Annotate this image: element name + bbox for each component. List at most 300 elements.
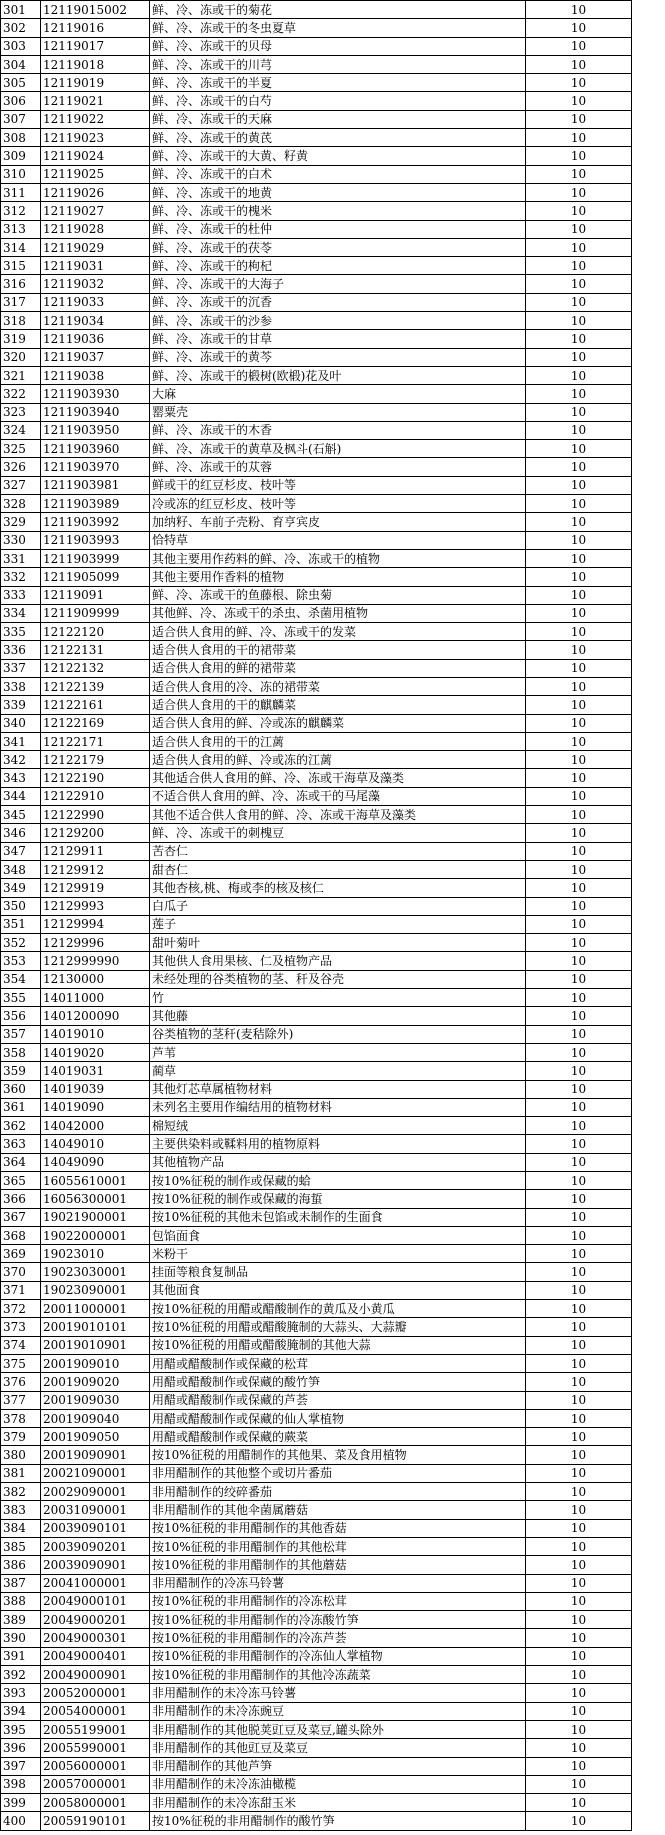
table-row	[1, 1226, 632, 1244]
row-number-cell: 382	[1, 1483, 41, 1501]
tax-rate-cell: 10	[526, 1556, 632, 1574]
product-code-cell: 20021090001	[41, 1464, 150, 1482]
table-row	[1, 1501, 632, 1519]
product-name-cell: 按10%征税的制作或保藏的蛤	[150, 1172, 526, 1190]
row-number-cell: 400	[1, 1812, 41, 1830]
table-row	[1, 1409, 632, 1427]
product-name-cell: 鲜、冷、冻或干的大黄、籽黄	[150, 147, 526, 165]
table-row	[1, 1245, 632, 1263]
product-code-cell: 2001909050	[41, 1428, 150, 1446]
table-row	[1, 1117, 632, 1135]
row-number-cell: 321	[1, 366, 41, 384]
row-number-cell: 389	[1, 1611, 41, 1629]
tax-rate-cell: 10	[526, 989, 632, 1007]
tax-rate-cell: 10	[526, 1812, 632, 1830]
table-row	[1, 1354, 632, 1372]
product-name-cell: 鲜、冷、冻或干的甘草	[150, 330, 526, 348]
tax-rate-cell: 10	[526, 824, 632, 842]
table-row	[1, 1794, 632, 1812]
row-number-cell: 365	[1, 1172, 41, 1190]
product-code-cell: 12119015002	[41, 1, 150, 19]
product-name-cell: 其他适合供人食用的鲜、冷、冻或干海草及藻类	[150, 769, 526, 787]
table-row	[1, 421, 632, 439]
tax-rate-cell: 10	[526, 769, 632, 787]
product-name-cell: 竹	[150, 989, 526, 1007]
table-row	[1, 257, 632, 275]
table-row	[1, 1556, 632, 1574]
tax-rate-cell: 10	[526, 860, 632, 878]
product-name-cell: 按10%征税的制作或保藏的海蜇	[150, 1190, 526, 1208]
product-code-cell: 12119016	[41, 19, 150, 37]
row-number-cell: 354	[1, 970, 41, 988]
product-name-cell: 非用醋制作的其他整个或切片番茄	[150, 1464, 526, 1482]
product-name-cell: 按10%征税的用醋或醋酸腌制的大蒜头、大蒜瓣	[150, 1318, 526, 1336]
row-number-cell: 327	[1, 476, 41, 494]
product-name-cell: 其他主要用作香料的植物	[150, 568, 526, 586]
product-name-cell: 其他藤	[150, 1007, 526, 1025]
tax-rate-cell: 10	[526, 1592, 632, 1610]
table-row	[1, 495, 632, 513]
tax-rate-cell: 10	[526, 1117, 632, 1135]
row-number-cell: 373	[1, 1318, 41, 1336]
product-name-cell: 用醋或醋酸制作或保藏的松茸	[150, 1354, 526, 1372]
product-code-cell: 12119091	[41, 586, 150, 604]
product-name-cell: 鲜、冷、冻或干的黄芩	[150, 348, 526, 366]
product-name-cell: 适合供人食用的干的江蓠	[150, 732, 526, 750]
row-number-cell: 339	[1, 696, 41, 714]
tax-rate-cell: 10	[526, 165, 632, 183]
product-name-cell: 按10%征税的用醋或醋酸腌制的其他大蒜	[150, 1336, 526, 1354]
tax-rate-cell: 10	[526, 1702, 632, 1720]
tax-rate-cell: 10	[526, 1775, 632, 1793]
tax-rate-cell: 10	[526, 202, 632, 220]
table-row	[1, 275, 632, 293]
product-name-cell: 鲜、冷、冻或干的川芎	[150, 55, 526, 73]
product-name-cell: 鲜、冷、冻或干的大海子	[150, 275, 526, 293]
product-name-cell: 鲜、冷、冻或干的黄草及枫斗(石斛)	[150, 440, 526, 458]
row-number-cell: 366	[1, 1190, 41, 1208]
table-row	[1, 586, 632, 604]
row-number-cell: 384	[1, 1519, 41, 1537]
tax-rate-cell: 10	[526, 1, 632, 19]
product-name-cell: 鲜、冷、冻或干的半夏	[150, 74, 526, 92]
product-code-cell: 20041000001	[41, 1574, 150, 1592]
row-number-cell: 309	[1, 147, 41, 165]
product-code-cell: 1211905099	[41, 568, 150, 586]
table-row	[1, 312, 632, 330]
product-name-cell: 蔺草	[150, 1062, 526, 1080]
product-name-cell: 冷或冻的红豆杉皮、枝叶等	[150, 495, 526, 513]
table-row	[1, 1, 632, 19]
row-number-cell: 336	[1, 641, 41, 659]
tax-rate-cell: 10	[526, 1391, 632, 1409]
product-code-cell: 20056000001	[41, 1757, 150, 1775]
product-name-cell: 挂面等粮食复制品	[150, 1263, 526, 1281]
product-code-cell: 1211903940	[41, 403, 150, 421]
product-code-cell: 12119029	[41, 238, 150, 256]
row-number-cell: 323	[1, 403, 41, 421]
tax-rate-cell: 10	[526, 293, 632, 311]
row-number-cell: 333	[1, 586, 41, 604]
row-number-cell: 359	[1, 1062, 41, 1080]
table-row	[1, 1172, 632, 1190]
product-code-cell: 20039090201	[41, 1537, 150, 1555]
product-name-cell: 鲜、冷、冻或干的贝母	[150, 37, 526, 55]
product-code-cell: 14019090	[41, 1098, 150, 1116]
row-number-cell: 342	[1, 751, 41, 769]
product-code-cell: 12119017	[41, 37, 150, 55]
product-name-cell: 按10%征税的非用醋制作的冷冻松茸	[150, 1592, 526, 1610]
tax-rate-cell: 10	[526, 787, 632, 805]
product-code-cell: 1401200090	[41, 1007, 150, 1025]
product-name-cell: 恰特草	[150, 531, 526, 549]
tax-rate-cell: 10	[526, 110, 632, 128]
table-row	[1, 1098, 632, 1116]
product-name-cell: 鲜、冷、冻或干的黄芪	[150, 129, 526, 147]
row-number-cell: 375	[1, 1354, 41, 1372]
row-number-cell: 383	[1, 1501, 41, 1519]
table-row	[1, 385, 632, 403]
row-number-cell: 370	[1, 1263, 41, 1281]
product-code-cell: 12129911	[41, 842, 150, 860]
tax-rate-cell: 10	[526, 495, 632, 513]
tax-rate-cell: 10	[526, 897, 632, 915]
row-number-cell: 337	[1, 659, 41, 677]
table-row	[1, 1391, 632, 1409]
tax-rate-cell: 10	[526, 1794, 632, 1812]
table-row	[1, 1318, 632, 1336]
product-code-cell: 12129200	[41, 824, 150, 842]
product-name-cell: 白瓜子	[150, 897, 526, 915]
row-number-cell: 314	[1, 238, 41, 256]
row-number-cell: 368	[1, 1226, 41, 1244]
row-number-cell: 395	[1, 1720, 41, 1738]
product-name-cell: 包馅面食	[150, 1226, 526, 1244]
product-name-cell: 甜杏仁	[150, 860, 526, 878]
row-number-cell: 335	[1, 623, 41, 641]
product-code-cell: 20019010901	[41, 1336, 150, 1354]
table-row	[1, 824, 632, 842]
product-code-cell: 12119034	[41, 312, 150, 330]
product-name-cell: 按10%征税的用醋制作的其他果、菜及食用植物	[150, 1446, 526, 1464]
product-code-cell: 19022000001	[41, 1226, 150, 1244]
row-number-cell: 360	[1, 1080, 41, 1098]
row-number-cell: 352	[1, 934, 41, 952]
tax-rate-cell: 10	[526, 934, 632, 952]
tax-rate-cell: 10	[526, 659, 632, 677]
table-row	[1, 1208, 632, 1226]
tax-rate-cell: 10	[526, 915, 632, 933]
product-name-cell: 用醋或醋酸制作或保藏的蕨菜	[150, 1428, 526, 1446]
product-code-cell: 1211903950	[41, 421, 150, 439]
row-number-cell: 376	[1, 1373, 41, 1391]
table-row	[1, 348, 632, 366]
row-number-cell: 397	[1, 1757, 41, 1775]
product-name-cell: 鲜、冷、冻或干的苁蓉	[150, 458, 526, 476]
tax-rate-cell: 10	[526, 1263, 632, 1281]
product-name-cell: 按10%征税的非用醋制作的其他香菇	[150, 1519, 526, 1537]
tax-rate-cell: 10	[526, 1720, 632, 1738]
product-code-cell: 12119019	[41, 74, 150, 92]
table-row	[1, 806, 632, 824]
table-row	[1, 531, 632, 549]
row-number-cell: 390	[1, 1629, 41, 1647]
product-name-cell: 未列名主要用作编结用的植物材料	[150, 1098, 526, 1116]
product-code-cell: 12130000	[41, 970, 150, 988]
product-code-cell: 1211909999	[41, 604, 150, 622]
table-row	[1, 714, 632, 732]
table-row	[1, 1025, 632, 1043]
product-name-cell: 用醋或醋酸制作或保藏的仙人掌植物	[150, 1409, 526, 1427]
product-name-cell: 适合供人食用的鲜、冷或冻的麒麟菜	[150, 714, 526, 732]
table-row	[1, 92, 632, 110]
row-number-cell: 357	[1, 1025, 41, 1043]
row-number-cell: 326	[1, 458, 41, 476]
product-code-cell: 20049000101	[41, 1592, 150, 1610]
tax-rate-cell: 10	[526, 549, 632, 567]
product-code-cell: 20039090101	[41, 1519, 150, 1537]
product-code-cell: 20029090001	[41, 1483, 150, 1501]
tax-rate-cell: 10	[526, 476, 632, 494]
product-code-cell: 20011000001	[41, 1300, 150, 1318]
product-name-cell: 非用醋制作的未冷冻甜玉米	[150, 1794, 526, 1812]
product-name-cell: 非用醋制作的未冷冻油橄榄	[150, 1775, 526, 1793]
row-number-cell: 310	[1, 165, 41, 183]
product-code-cell: 14019020	[41, 1043, 150, 1061]
row-number-cell: 346	[1, 824, 41, 842]
tax-rate-cell: 10	[526, 1739, 632, 1757]
product-name-cell: 其他杏核,桃、梅或李的核及核仁	[150, 879, 526, 897]
table-row	[1, 1812, 632, 1830]
product-name-cell: 按10%征税的用醋或醋酸制作的黄瓜及小黄瓜	[150, 1300, 526, 1318]
row-number-cell: 331	[1, 549, 41, 567]
product-code-cell: 14019031	[41, 1062, 150, 1080]
row-number-cell: 307	[1, 110, 41, 128]
product-name-cell: 鲜、冷、冻或干的天麻	[150, 110, 526, 128]
product-name-cell: 其他灯芯草属植物材料	[150, 1080, 526, 1098]
row-number-cell: 393	[1, 1684, 41, 1702]
tax-rate-cell: 10	[526, 1629, 632, 1647]
table-row	[1, 366, 632, 384]
row-number-cell: 347	[1, 842, 41, 860]
table-row	[1, 1336, 632, 1354]
tax-rate-cell: 10	[526, 1464, 632, 1482]
row-number-cell: 364	[1, 1153, 41, 1171]
row-number-cell: 328	[1, 495, 41, 513]
row-number-cell: 349	[1, 879, 41, 897]
product-code-cell: 12119031	[41, 257, 150, 275]
row-number-cell: 341	[1, 732, 41, 750]
table-row	[1, 1574, 632, 1592]
product-name-cell: 鲜、冷、冻或干的菊花	[150, 1, 526, 19]
table-row	[1, 19, 632, 37]
tax-rate-cell: 10	[526, 531, 632, 549]
product-code-cell: 12119021	[41, 92, 150, 110]
product-name-cell: 适合供人食用的鲜、冷、冻或干的发菜	[150, 623, 526, 641]
row-number-cell: 329	[1, 513, 41, 531]
product-name-cell: 其他不适合供人食用的鲜、冷、冻或干海草及藻类	[150, 806, 526, 824]
table-row	[1, 403, 632, 421]
tax-rate-cell: 10	[526, 55, 632, 73]
product-name-cell: 鲜、冷、冻或干的白芍	[150, 92, 526, 110]
tax-rate-cell: 10	[526, 604, 632, 622]
product-code-cell: 1212999990	[41, 952, 150, 970]
tax-rate-cell: 10	[526, 677, 632, 695]
tax-rate-cell: 10	[526, 1684, 632, 1702]
row-number-cell: 398	[1, 1775, 41, 1793]
tax-rate-cell: 10	[526, 714, 632, 732]
product-name-cell: 其他面食	[150, 1281, 526, 1299]
tax-rate-cell: 10	[526, 1354, 632, 1372]
product-code-cell: 12122179	[41, 751, 150, 769]
tax-rate-cell: 10	[526, 1611, 632, 1629]
product-name-cell: 大麻	[150, 385, 526, 403]
row-number-cell: 305	[1, 74, 41, 92]
tax-rate-cell: 10	[526, 275, 632, 293]
table-row	[1, 1428, 632, 1446]
product-code-cell: 20049000301	[41, 1629, 150, 1647]
row-number-cell: 334	[1, 604, 41, 622]
tax-rate-cell: 10	[526, 385, 632, 403]
table-row	[1, 37, 632, 55]
table-row	[1, 1611, 632, 1629]
table-row	[1, 1446, 632, 1464]
product-code-cell: 16056300001	[41, 1190, 150, 1208]
product-code-cell: 19023090001	[41, 1281, 150, 1299]
row-number-cell: 324	[1, 421, 41, 439]
product-name-cell: 鲜、冷、冻或干的沉香	[150, 293, 526, 311]
tax-rate-cell: 10	[526, 403, 632, 421]
table-row	[1, 1300, 632, 1318]
product-name-cell: 鲜、冷、冻或干的茯苓	[150, 238, 526, 256]
product-name-cell: 苦杏仁	[150, 842, 526, 860]
tax-rate-cell: 10	[526, 366, 632, 384]
product-code-cell: 12119026	[41, 183, 150, 201]
product-code-cell: 12122161	[41, 696, 150, 714]
table-row	[1, 1702, 632, 1720]
row-number-cell: 353	[1, 952, 41, 970]
product-name-cell: 非用醋制作的绞碎番茄	[150, 1483, 526, 1501]
product-code-cell: 12122990	[41, 806, 150, 824]
product-name-cell: 莲子	[150, 915, 526, 933]
product-code-cell: 12119025	[41, 165, 150, 183]
table-row	[1, 129, 632, 147]
product-code-cell: 12119028	[41, 220, 150, 238]
tax-rate-cell: 10	[526, 806, 632, 824]
table-row	[1, 440, 632, 458]
table-row	[1, 220, 632, 238]
product-code-cell: 2001909010	[41, 1354, 150, 1372]
tax-rate-cell: 10	[526, 1226, 632, 1244]
tax-rate-cell: 10	[526, 1519, 632, 1537]
product-name-cell: 适合供人食用的干的麒麟菜	[150, 696, 526, 714]
product-code-cell: 20019090901	[41, 1446, 150, 1464]
table-body	[1, 1, 632, 1831]
row-number-cell: 385	[1, 1537, 41, 1555]
tax-rate-cell: 10	[526, 1135, 632, 1153]
tax-rate-cell: 10	[526, 952, 632, 970]
tax-rate-cell: 10	[526, 1336, 632, 1354]
product-code-cell: 12122131	[41, 641, 150, 659]
row-number-cell: 322	[1, 385, 41, 403]
table-row	[1, 1007, 632, 1025]
product-code-cell: 1211903930	[41, 385, 150, 403]
tax-rate-cell: 10	[526, 458, 632, 476]
product-name-cell: 按10%征税的非用醋制作的酸竹笋	[150, 1812, 526, 1830]
tax-rate-cell: 10	[526, 586, 632, 604]
table-row	[1, 879, 632, 897]
row-number-cell: 378	[1, 1409, 41, 1427]
table-row	[1, 659, 632, 677]
table-row	[1, 165, 632, 183]
tax-rate-cell: 10	[526, 1190, 632, 1208]
product-name-cell: 其他鲜、冷、冻或干的杀虫、杀菌用植物	[150, 604, 526, 622]
product-name-cell: 罂粟壳	[150, 403, 526, 421]
table-row	[1, 677, 632, 695]
tax-rate-cell: 10	[526, 1373, 632, 1391]
product-name-cell: 不适合供人食用的鲜、冷、冻或干的马尾藻	[150, 787, 526, 805]
product-name-cell: 非用醋制作的其他豇豆及菜豆	[150, 1739, 526, 1757]
row-number-cell: 367	[1, 1208, 41, 1226]
row-number-cell: 312	[1, 202, 41, 220]
row-number-cell: 372	[1, 1300, 41, 1318]
product-code-cell: 2001909040	[41, 1409, 150, 1427]
row-number-cell: 340	[1, 714, 41, 732]
row-number-cell: 350	[1, 897, 41, 915]
tax-rate-cell: 10	[526, 751, 632, 769]
tax-rate-cell: 10	[526, 74, 632, 92]
product-code-cell: 1211903960	[41, 440, 150, 458]
product-name-cell: 鲜或干的红豆杉皮、枝叶等	[150, 476, 526, 494]
product-name-cell: 适合供人食用的鲜的裙带菜	[150, 659, 526, 677]
row-number-cell: 348	[1, 860, 41, 878]
tax-rate-cell: 10	[526, 1300, 632, 1318]
tax-rate-cell: 10	[526, 1666, 632, 1684]
product-name-cell: 用醋或醋酸制作或保藏的芦荟	[150, 1391, 526, 1409]
product-name-cell: 鲜、冷、冻或干的杜仲	[150, 220, 526, 238]
tax-rate-cell: 10	[526, 1757, 632, 1775]
product-name-cell: 米粉干	[150, 1245, 526, 1263]
product-name-cell: 加纳籽、车前子壳粉、育亨宾皮	[150, 513, 526, 531]
product-code-cell: 1211903993	[41, 531, 150, 549]
table-row	[1, 934, 632, 952]
tax-rate-cell: 10	[526, 147, 632, 165]
product-name-cell: 按10%征税的非用醋制作的其他松茸	[150, 1537, 526, 1555]
product-name-cell: 非用醋制作的其他芦笋	[150, 1757, 526, 1775]
product-code-cell: 1211903992	[41, 513, 150, 531]
tax-rate-cell: 10	[526, 1537, 632, 1555]
table-row	[1, 1043, 632, 1061]
product-name-cell: 谷类植物的茎秆(麦秸除外)	[150, 1025, 526, 1043]
product-name-cell: 用醋或醋酸制作或保藏的酸竹笋	[150, 1373, 526, 1391]
product-name-cell: 鲜、冷、冻或干的地黄	[150, 183, 526, 201]
product-name-cell: 非用醋制作的其他伞菌属蘑菇	[150, 1501, 526, 1519]
product-code-cell: 12119018	[41, 55, 150, 73]
product-code-cell: 12122190	[41, 769, 150, 787]
table-row	[1, 751, 632, 769]
row-number-cell: 369	[1, 1245, 41, 1263]
product-name-cell: 适合供人食用的鲜、冷或冻的江蓠	[150, 751, 526, 769]
table-row	[1, 202, 632, 220]
product-code-cell: 14019010	[41, 1025, 150, 1043]
product-code-cell: 12119038	[41, 366, 150, 384]
row-number-cell: 392	[1, 1666, 41, 1684]
product-code-cell: 1211903989	[41, 495, 150, 513]
tax-rate-cell: 10	[526, 1318, 632, 1336]
product-code-cell: 1211903981	[41, 476, 150, 494]
row-number-cell: 317	[1, 293, 41, 311]
table-row	[1, 1666, 632, 1684]
